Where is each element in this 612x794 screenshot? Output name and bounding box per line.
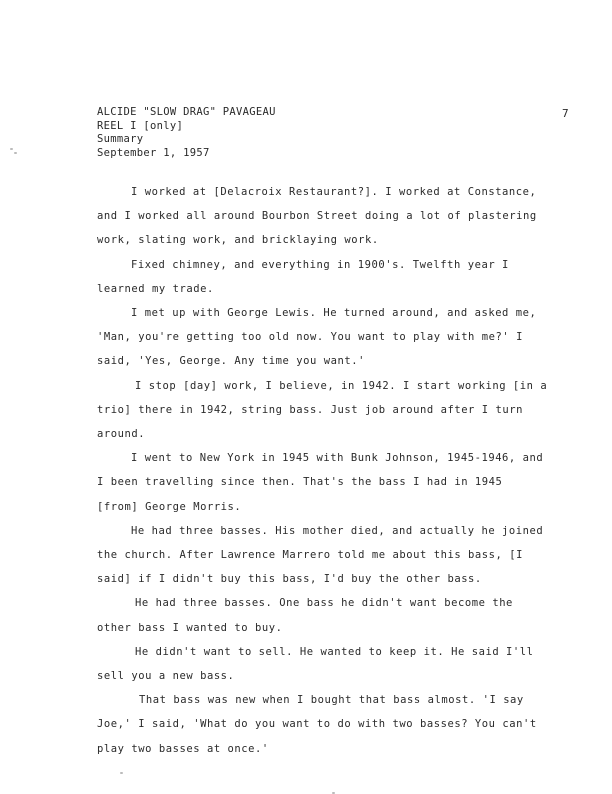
text-line: I met up with George Lewis. He turned around, and asked me, bbox=[131, 307, 537, 320]
text-line: I went to New York in 1945 with Bunk Johnson, 1945-1946, and bbox=[131, 452, 544, 465]
text-line: He didn't want to sell. He wanted to keep it. He said I'll bbox=[135, 645, 534, 658]
text-line: 'Man, you're getting too old now. You want to play with me?' I bbox=[97, 331, 524, 344]
text-line: I been travelling since then. That's the bass I had in 1945 bbox=[97, 476, 503, 489]
text-line: He had three basses. One bass he didn't want become the bbox=[135, 597, 513, 610]
text-line: sell you a new bass. bbox=[97, 670, 235, 683]
text-line: play two basses at once.' bbox=[97, 742, 269, 755]
text-line: trio] there in 1942, string bass. Just job around after I turn bbox=[97, 403, 524, 416]
text-line: [from] George Morris. bbox=[97, 500, 242, 513]
page-number: 7 bbox=[562, 107, 569, 120]
text-line: That bass was new when I bought that bass almost. 'I say bbox=[139, 694, 524, 707]
text-line: He had three basses. His mother died, and actually he joined bbox=[131, 524, 544, 537]
text-line: learned my trade. bbox=[97, 282, 214, 295]
interviewee-name: ALCIDE "SLOW DRAG" PAVAGEAU bbox=[97, 106, 276, 118]
text-line: around. bbox=[97, 428, 146, 441]
document-header bbox=[97, 106, 276, 160]
transcript-body bbox=[97, 180, 577, 761]
text-line: and I worked all around Bourbon Street doing a lot of plastering bbox=[97, 210, 537, 223]
text-line: the church. After Lawrence Marrero told me about this bass, [I bbox=[97, 549, 524, 562]
scan-speck bbox=[120, 772, 123, 774]
summary-label: Summary bbox=[97, 133, 144, 145]
text-line: I worked at [Delacroix Restaurant?]. I worked at Constance, bbox=[131, 186, 537, 198]
reel-label: REEL I [only] bbox=[97, 119, 184, 132]
scan-speck bbox=[10, 148, 13, 150]
text-line: I stop [day] work, I believe, in 1942. I start working [in a bbox=[135, 379, 548, 392]
text-line: Joe,' I said, 'What do you want to do with two basses? You can't bbox=[97, 718, 537, 731]
interview-date: September 1, 1957 bbox=[97, 146, 210, 159]
text-line: said, 'Yes, George. Any time you want.' bbox=[97, 355, 365, 368]
text-line: work, slating work, and bricklaying work. bbox=[97, 234, 379, 247]
text-line: other bass I wanted to buy. bbox=[97, 621, 283, 634]
text-line: said] if I didn't buy this bass, I'd buy the other bass. bbox=[97, 573, 482, 586]
scan-speck bbox=[14, 152, 17, 154]
text-line: Fixed chimney, and everything in 1900's. Twelfth year I bbox=[131, 258, 509, 271]
